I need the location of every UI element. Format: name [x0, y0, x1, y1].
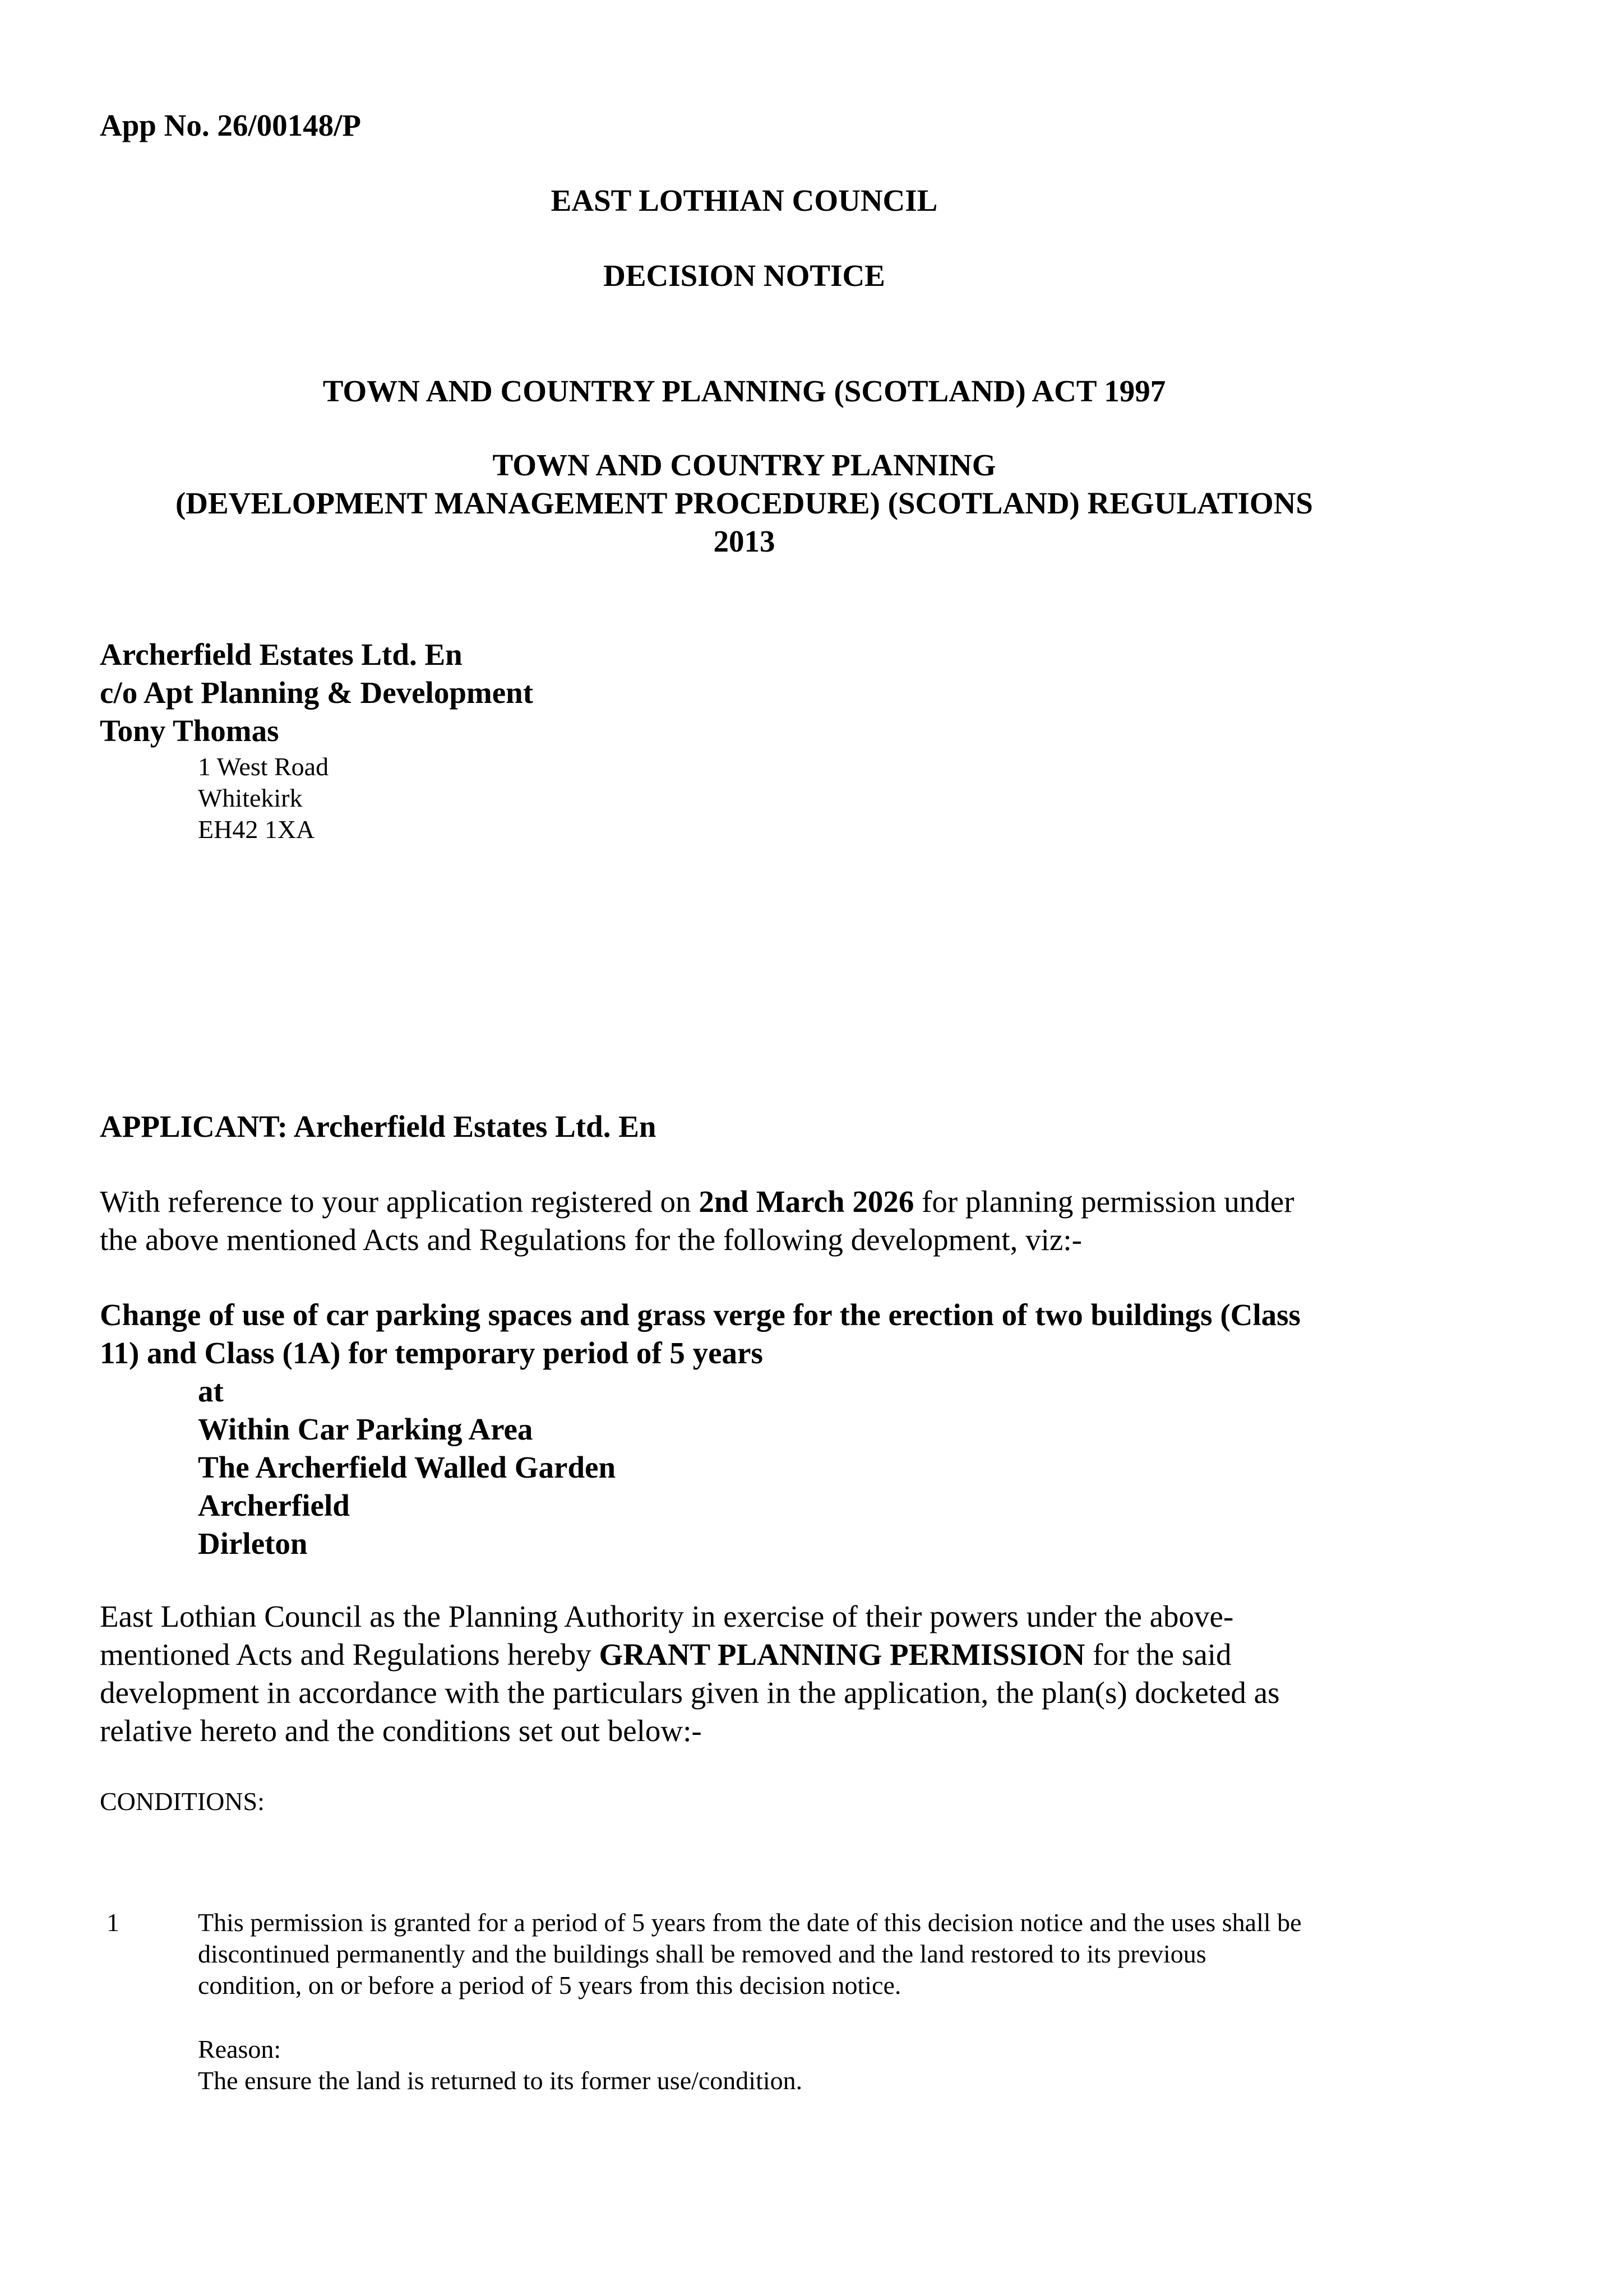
application-number: App No. 26/00148/P: [100, 108, 362, 142]
addressee-name: Archerfield Estates Ltd. En: [100, 637, 463, 672]
registration-date: 2nd March 2026: [699, 1184, 914, 1219]
regulations-line: (DEVELOPMENT MANAGEMENT PROCEDURE) (SCOTLAND) REGULATIONS: [175, 486, 1314, 520]
development-description: [100, 1296, 1301, 1372]
condition-line: discontinued permanently and the buildings shall be removed and the land restored to its previous: [198, 1939, 1206, 1968]
address-line: EH42 1XA: [198, 815, 315, 844]
grant-line: development in accordance with the particulars given in the application, the plan(s) docketed as: [100, 1675, 1280, 1710]
condition-text: [198, 1907, 1302, 2001]
regulations-title: [0, 446, 1488, 561]
regulations-line: 2013: [713, 524, 775, 558]
location-line: Within Car Parking Area: [198, 1412, 533, 1446]
condition-reason: [198, 2034, 802, 2096]
grant-paragraph: [100, 1598, 1280, 1750]
addressee-address: [198, 751, 329, 845]
act-title: TOWN AND COUNTRY PLANNING (SCOTLAND) ACT 1997: [322, 374, 1166, 408]
conditions-heading: CONDITIONS:: [100, 1787, 265, 1816]
grant-decision: GRANT PLANNING PERMISSION: [599, 1637, 1085, 1672]
applicant-line: APPLICANT: Archerfield Estates Ltd. En: [100, 1109, 656, 1144]
grant-prefix: mentioned Acts and Regulations hereby: [100, 1637, 599, 1672]
grant-line: [100, 1636, 1280, 1674]
reason-label: Reason:: [198, 2035, 281, 2063]
reference-suffix: for planning permission under: [914, 1184, 1294, 1219]
reference-paragraph: [100, 1183, 1294, 1259]
addressee-contact: Tony Thomas: [100, 714, 279, 748]
development-location: [198, 1372, 616, 1563]
address-line: Whitekirk: [198, 784, 303, 812]
condition-number: 1: [107, 1908, 119, 1937]
location-line: Archerfield: [198, 1488, 350, 1522]
notice-title: DECISION NOTICE: [603, 258, 885, 293]
location-line: Dirleton: [198, 1526, 308, 1561]
grant-line: East Lothian Council as the Planning Authority in exercise of their powers under the above-: [100, 1599, 1234, 1633]
grant-line: relative hereto and the conditions set out below:-: [100, 1714, 702, 1748]
development-line: 11) and Class (1A) for temporary period of 5 years: [100, 1336, 763, 1370]
reference-line-2: the above mentioned Acts and Regulations for the following development, viz:-: [100, 1223, 1082, 1257]
development-line: Change of use of car parking spaces and grass verge for the erection of two buildings (Class: [100, 1298, 1301, 1332]
address-line: 1 West Road: [198, 752, 329, 781]
condition-line: condition, on or before a period of 5 years from this decision notice.: [198, 1971, 901, 1999]
location-line: The Archerfield Walled Garden: [198, 1450, 616, 1484]
location-at: at: [198, 1374, 224, 1408]
reference-prefix: With reference to your application registered on: [100, 1184, 699, 1219]
council-name: EAST LOTHIAN COUNCIL: [551, 183, 938, 217]
addressee-block: [100, 636, 533, 750]
reference-line-1: [100, 1183, 1294, 1221]
addressee-care-of: c/o Apt Planning & Development: [100, 675, 534, 710]
grant-suffix: for the said: [1085, 1637, 1232, 1672]
reason-text: The ensure the land is returned to its former use/condition.: [198, 2066, 803, 2095]
regulations-line: TOWN AND COUNTRY PLANNING: [492, 448, 996, 482]
condition-line: This permission is granted for a period of 5 years from the date of this decision notice and the uses shall be: [198, 1908, 1302, 1937]
